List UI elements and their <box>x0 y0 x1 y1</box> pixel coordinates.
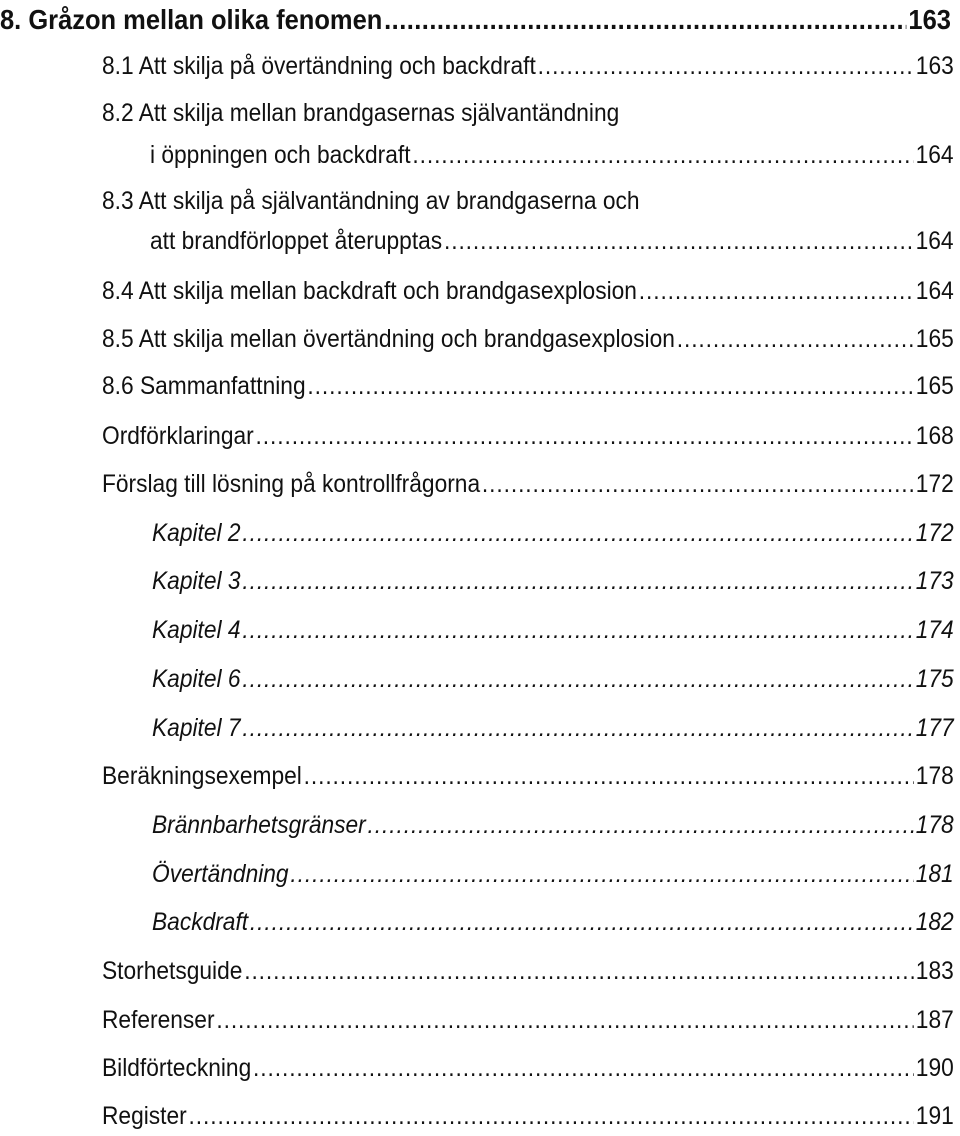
toc-page-number: 164 <box>915 277 954 305</box>
toc-page-number: 178 <box>915 762 954 790</box>
dot-leader <box>444 229 914 254</box>
toc-entry-title: Kapitel 6 <box>152 665 241 693</box>
toc-page-number: 178 <box>915 811 954 839</box>
dot-leader <box>216 1008 914 1033</box>
toc-entry-title: Kapitel 7 <box>152 714 241 742</box>
dot-leader <box>242 716 914 741</box>
toc-entry-storhetsguide[interactable] <box>102 959 954 984</box>
dot-leader <box>242 667 914 692</box>
dot-leader <box>412 143 913 168</box>
toc-entry-title: Beräkningsexempel <box>102 762 302 790</box>
toc-entry-title: Referenser <box>102 1006 215 1034</box>
dot-leader <box>244 959 914 984</box>
toc-entry-title: Kapitel 3 <box>152 567 241 595</box>
dot-leader <box>384 6 906 34</box>
toc-section-8-1[interactable] <box>102 54 954 79</box>
toc-entry-referenser[interactable] <box>102 1008 954 1033</box>
dot-leader <box>253 1056 914 1081</box>
toc-page-number: 190 <box>915 1054 954 1082</box>
toc-page-number: 182 <box>915 908 954 936</box>
toc-entry-forslag[interactable] <box>102 472 954 497</box>
toc-page-number: 172 <box>915 519 954 547</box>
toc-page-number: 172 <box>915 470 954 498</box>
toc-entry-bildforteckning[interactable] <box>102 1056 954 1081</box>
dot-leader <box>242 569 914 594</box>
dot-leader <box>242 618 914 643</box>
dot-leader <box>189 1104 914 1129</box>
toc-page-number: 183 <box>915 957 954 985</box>
toc-section-8-4[interactable] <box>102 279 954 304</box>
toc-section-8-3[interactable] <box>150 229 954 254</box>
dot-leader <box>290 862 914 887</box>
toc-entry-title: 8. Gråzon mellan olika fenomen <box>0 4 383 35</box>
toc-page-number: 175 <box>915 665 954 693</box>
toc-page-number: 165 <box>915 372 954 400</box>
toc-page-number: 165 <box>915 325 954 353</box>
toc-subentry-overtandning[interactable] <box>152 862 954 887</box>
toc-subentry-backdraft[interactable] <box>152 910 954 935</box>
toc-page-number: 187 <box>915 1006 954 1034</box>
toc-page-number: 163 <box>915 52 954 80</box>
toc-page-number: 163 <box>908 4 951 35</box>
dot-leader <box>368 813 914 838</box>
toc-section-8-5[interactable] <box>102 327 954 352</box>
dot-leader <box>242 521 914 546</box>
toc-section-8-6[interactable] <box>102 374 954 399</box>
toc-entry-title: Förslag till lösning på kontrollfrågorna <box>102 470 481 498</box>
toc-entry-berakningsexempel[interactable] <box>102 764 954 789</box>
toc-entry-title: Bildförteckning <box>102 1054 252 1082</box>
dot-leader <box>250 910 914 935</box>
toc-page-number: 168 <box>915 422 954 450</box>
toc-page-number: 164 <box>915 141 954 169</box>
toc-page-number: 177 <box>915 714 954 742</box>
toc-section-8-2-line1: 8.2 Att skilja mellan brandgasernas självantändning <box>102 99 620 127</box>
toc-entry-title: Storhetsguide <box>102 957 243 985</box>
toc-entry-title: Register <box>102 1102 187 1130</box>
toc-section-8-2[interactable] <box>150 143 954 168</box>
toc-entry-register[interactable] <box>102 1104 954 1129</box>
dot-leader <box>538 54 914 79</box>
dot-leader <box>639 279 914 304</box>
toc-chapter-8[interactable] <box>0 6 951 34</box>
toc-entry-title: Kapitel 2 <box>152 519 241 547</box>
toc-subentry-kapitel-7[interactable] <box>152 716 954 741</box>
dot-leader <box>307 374 914 399</box>
toc-subentry-kapitel-3[interactable] <box>152 569 954 594</box>
dot-leader <box>256 424 914 449</box>
toc-page-number: 164 <box>915 227 954 255</box>
toc-entry-title: 8.6 Sammanfattning <box>102 372 306 400</box>
toc-entry-title: Backdraft <box>152 908 249 936</box>
toc-entry-title: att brandförloppet återupptas <box>150 227 443 255</box>
toc-subentry-kapitel-4[interactable] <box>152 618 954 643</box>
toc-subentry-kapitel-2[interactable] <box>152 521 954 546</box>
toc-page-number: 173 <box>915 567 954 595</box>
toc-page-number: 174 <box>915 616 954 644</box>
toc-entry-title: Ordförklaringar <box>102 422 254 450</box>
dot-leader <box>304 764 914 789</box>
toc-page-number: 191 <box>915 1102 954 1130</box>
toc-page-number: 181 <box>915 860 954 888</box>
toc-entry-title: 8.4 Att skilja mellan backdraft och brandgasexplosion <box>102 277 637 305</box>
dot-leader <box>677 327 914 352</box>
toc-entry-ordforklaringar[interactable] <box>102 424 954 449</box>
toc-entry-title: Kapitel 4 <box>152 616 241 644</box>
toc-entry-title: i öppningen och backdraft <box>150 141 411 169</box>
dot-leader <box>482 472 914 497</box>
toc-entry-title: 8.5 Att skilja mellan övertändning och brandgasexplosion <box>102 325 675 353</box>
toc-entry-title: 8.1 Att skilja på övertändning och backdraft <box>102 52 536 80</box>
toc-entry-title: Övertändning <box>152 860 289 888</box>
toc-entry-title: Brännbarhetsgränser <box>152 811 366 839</box>
toc-subentry-brannbarhetsgranser[interactable] <box>152 813 954 838</box>
toc-section-8-3-line1: 8.3 Att skilja på självantändning av brandgaserna och <box>102 187 640 215</box>
toc-subentry-kapitel-6[interactable] <box>152 667 954 692</box>
